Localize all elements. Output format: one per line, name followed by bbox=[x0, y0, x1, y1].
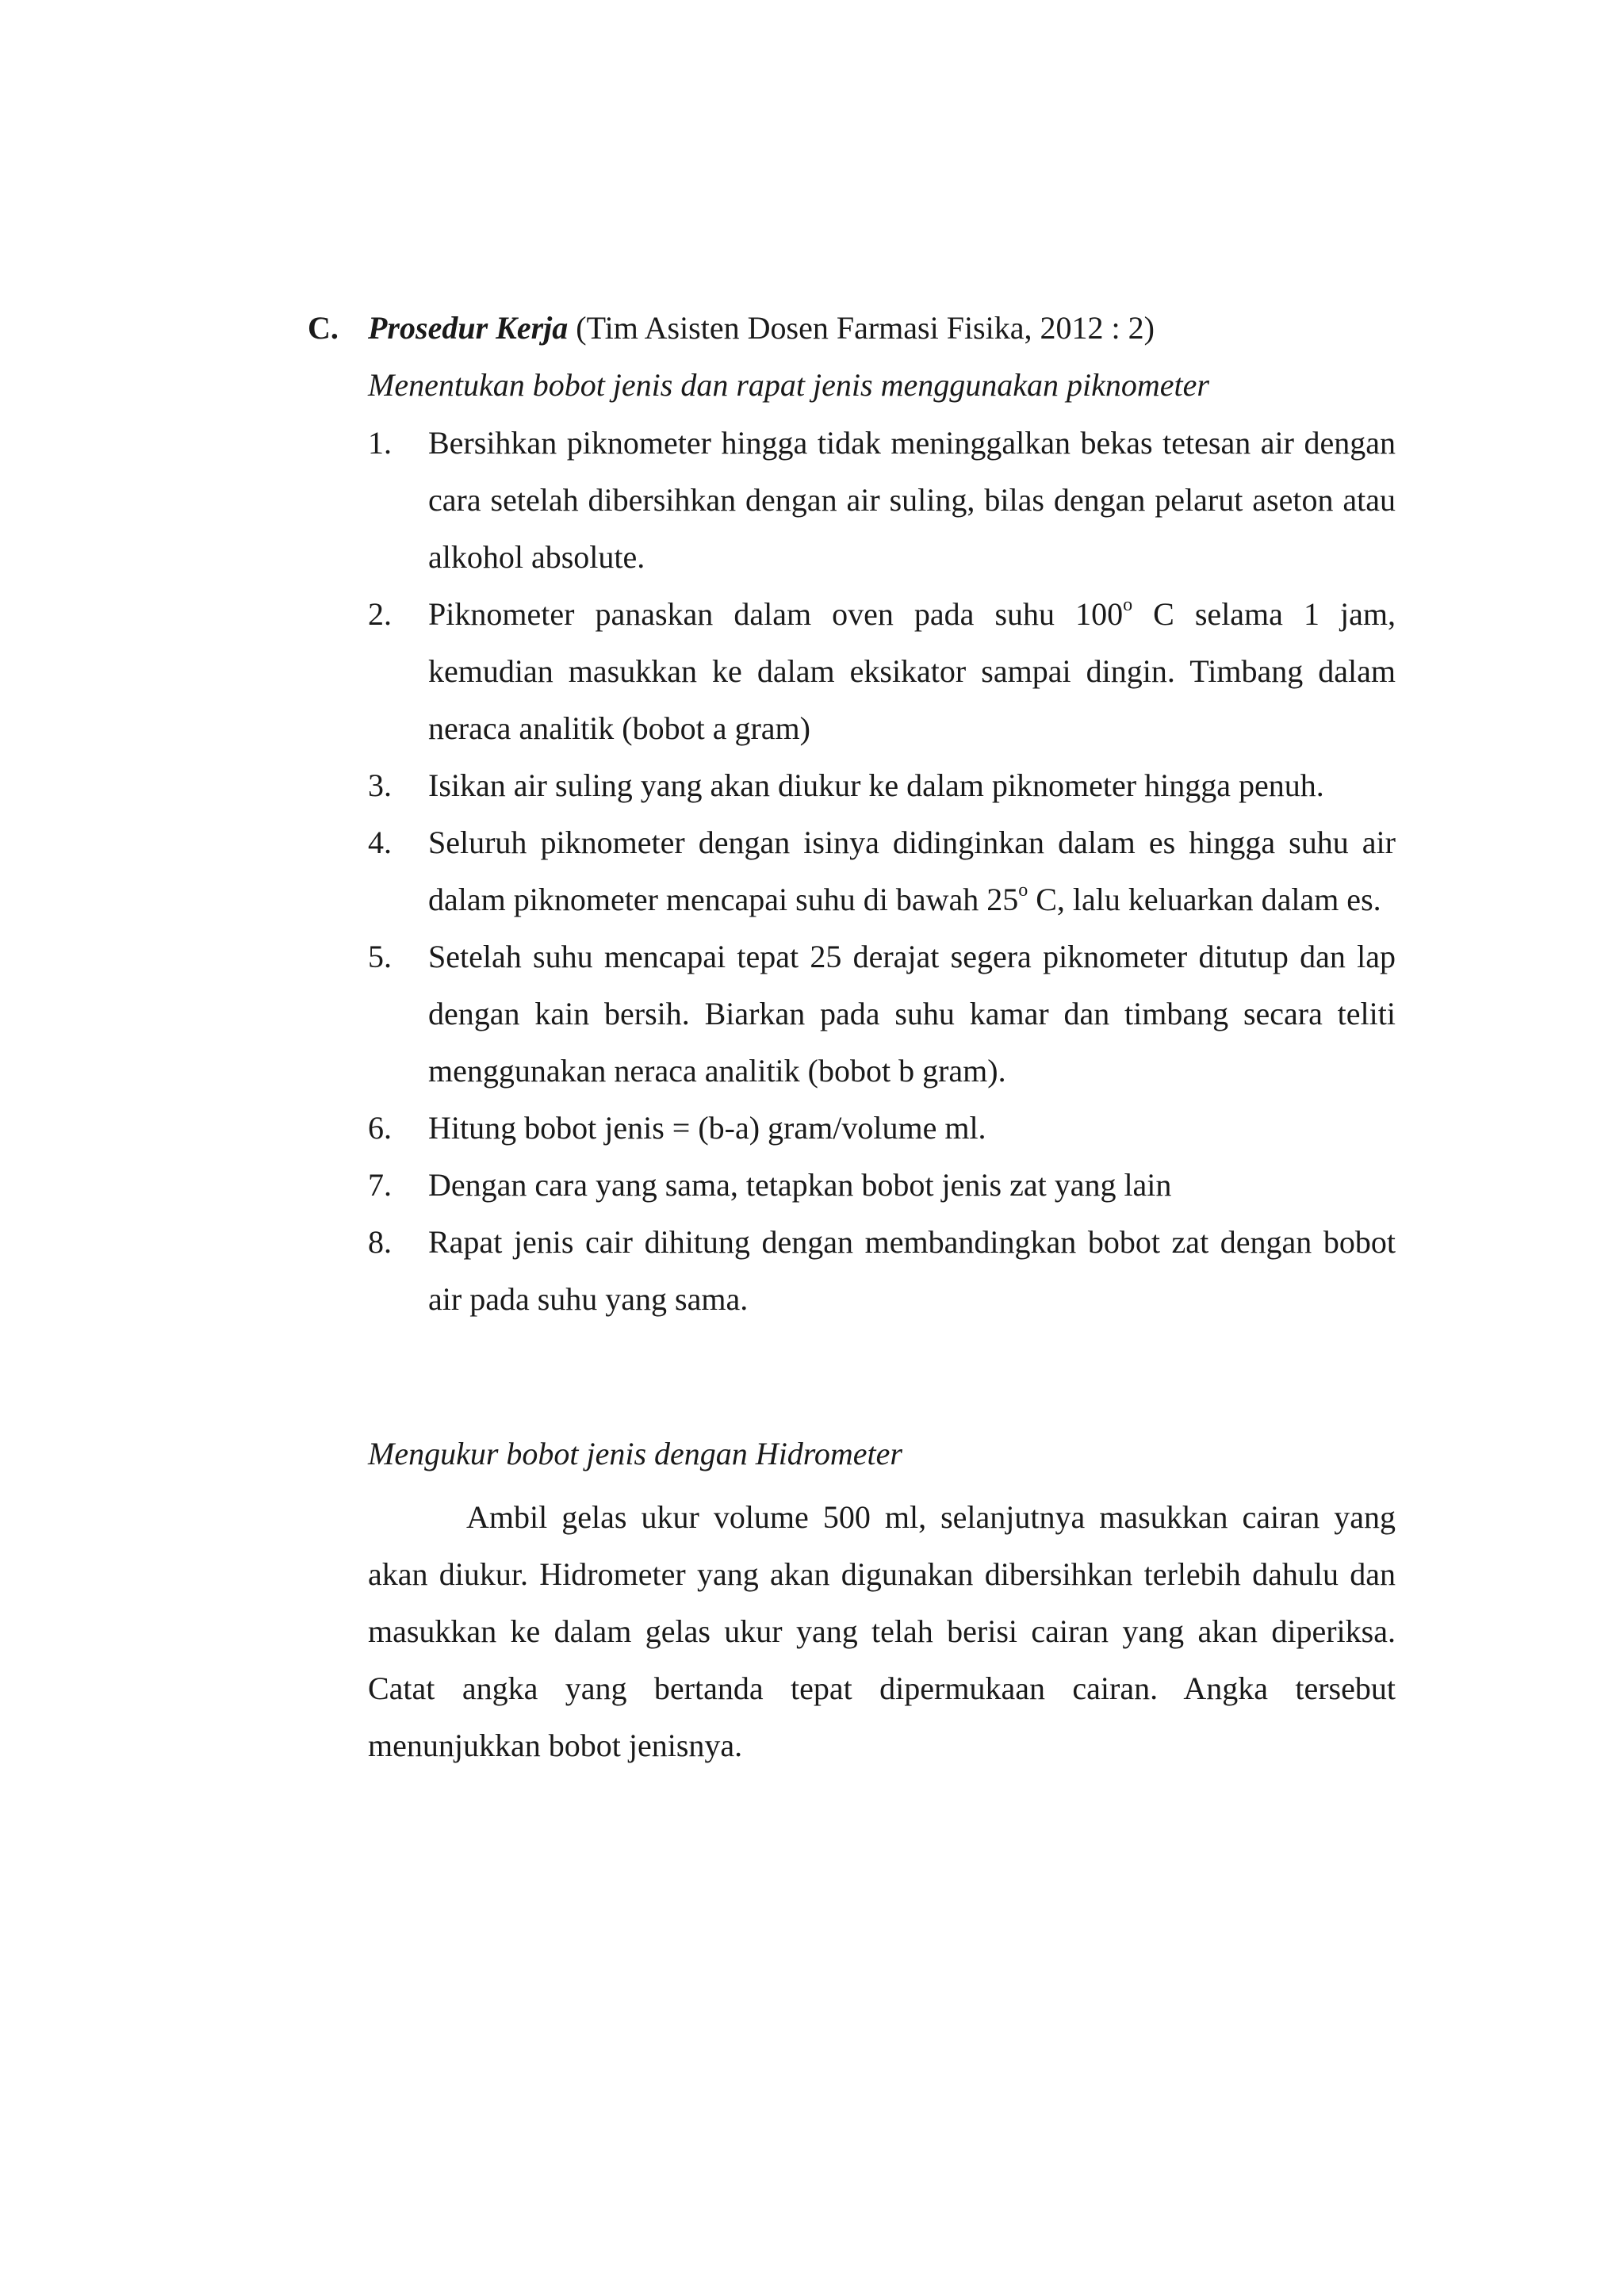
hydrometer-subheading: Mengukur bobot jenis dengan Hidrometer bbox=[368, 1436, 902, 1471]
step-text: Isikan air suling yang akan diukur ke dalam piknometer hingga penuh. bbox=[428, 767, 1324, 803]
step-number: 7. bbox=[368, 1167, 392, 1203]
degree-superscript: o bbox=[1018, 880, 1028, 901]
step-text-part: C selama 1 jam, kemudian masukkan ke dalam eksikator sampai dingin. Timbang dalam neraca analitik (bobot a gram) bbox=[428, 596, 1396, 746]
section-title: Prosedur Kerja bbox=[368, 310, 569, 346]
procedure-step-6 bbox=[368, 1100, 1396, 1157]
step-text bbox=[428, 586, 1396, 757]
section-letter: C. bbox=[308, 310, 339, 346]
procedure-step-3 bbox=[368, 757, 1396, 814]
degree-superscript: o bbox=[1123, 595, 1133, 615]
step-number: 6. bbox=[368, 1110, 392, 1146]
step-number: 4. bbox=[368, 825, 392, 860]
hydrometer-paragraph: Ambil gelas ukur volume 500 ml, selanjutnya masukkan cairan yang akan diukur. Hidrometer yang akan digunakan dibersihkan terlebih dahulu dan masukkan ke dalam gelas ukur yang telah berisi cairan yang akan diperiksa. Catat angka yang bertanda tepat dipermukaan cairan. Angka tersebut menunjukkan bobot jenisnya. bbox=[368, 1499, 1396, 1763]
step-text-part: Piknometer panaskan dalam oven pada suhu 100 bbox=[428, 596, 1124, 632]
step-text: Setelah suhu mencapai tepat 25 derajat segera piknometer ditutup dan lap dengan kain bersih. Biarkan pada suhu kamar dan timbang secara teliti menggunakan neraca analitik (bobot b gram). bbox=[428, 939, 1396, 1089]
procedure-step-8 bbox=[368, 1214, 1396, 1328]
step-text: Bersihkan piknometer hingga tidak meninggalkan bekas tetesan air dengan cara setelah dibersihkan dengan air suling, bilas dengan pelarut aseton atau alkohol absolute. bbox=[428, 425, 1396, 575]
section-heading bbox=[308, 306, 1155, 350]
procedure-list bbox=[368, 415, 1396, 1328]
step-number: 3. bbox=[368, 767, 392, 803]
procedure-step-7 bbox=[368, 1157, 1396, 1214]
step-text: Hitung bobot jenis = (b-a) gram/volume ml. bbox=[428, 1110, 986, 1146]
pycnometer-subheading: Menentukan bobot jenis dan rapat jenis menggunakan piknometer bbox=[368, 367, 1209, 403]
step-text-part: C, lalu keluarkan dalam es. bbox=[1028, 882, 1381, 917]
step-text: Dengan cara yang sama, tetapkan bobot jenis zat yang lain bbox=[428, 1167, 1172, 1203]
procedure-step-2 bbox=[368, 586, 1396, 757]
procedure-step-1 bbox=[368, 415, 1396, 586]
procedure-step-4 bbox=[368, 814, 1396, 928]
step-text: Rapat jenis cair dihitung dengan membandingkan bobot zat dengan bobot air pada suhu yang sama. bbox=[428, 1224, 1396, 1317]
step-number: 2. bbox=[368, 596, 392, 632]
procedure-step-5 bbox=[368, 928, 1396, 1100]
step-text-part: Seluruh piknometer dengan isinya didinginkan dalam es hingga suhu air dalam piknometer mencapai suhu di bawah 25 bbox=[428, 825, 1396, 917]
step-number: 8. bbox=[368, 1224, 392, 1260]
step-number: 1. bbox=[368, 425, 392, 461]
step-text bbox=[428, 814, 1396, 928]
section-citation: (Tim Asisten Dosen Farmasi Fisika, 2012 : 2) bbox=[568, 310, 1155, 346]
step-number: 5. bbox=[368, 939, 392, 974]
